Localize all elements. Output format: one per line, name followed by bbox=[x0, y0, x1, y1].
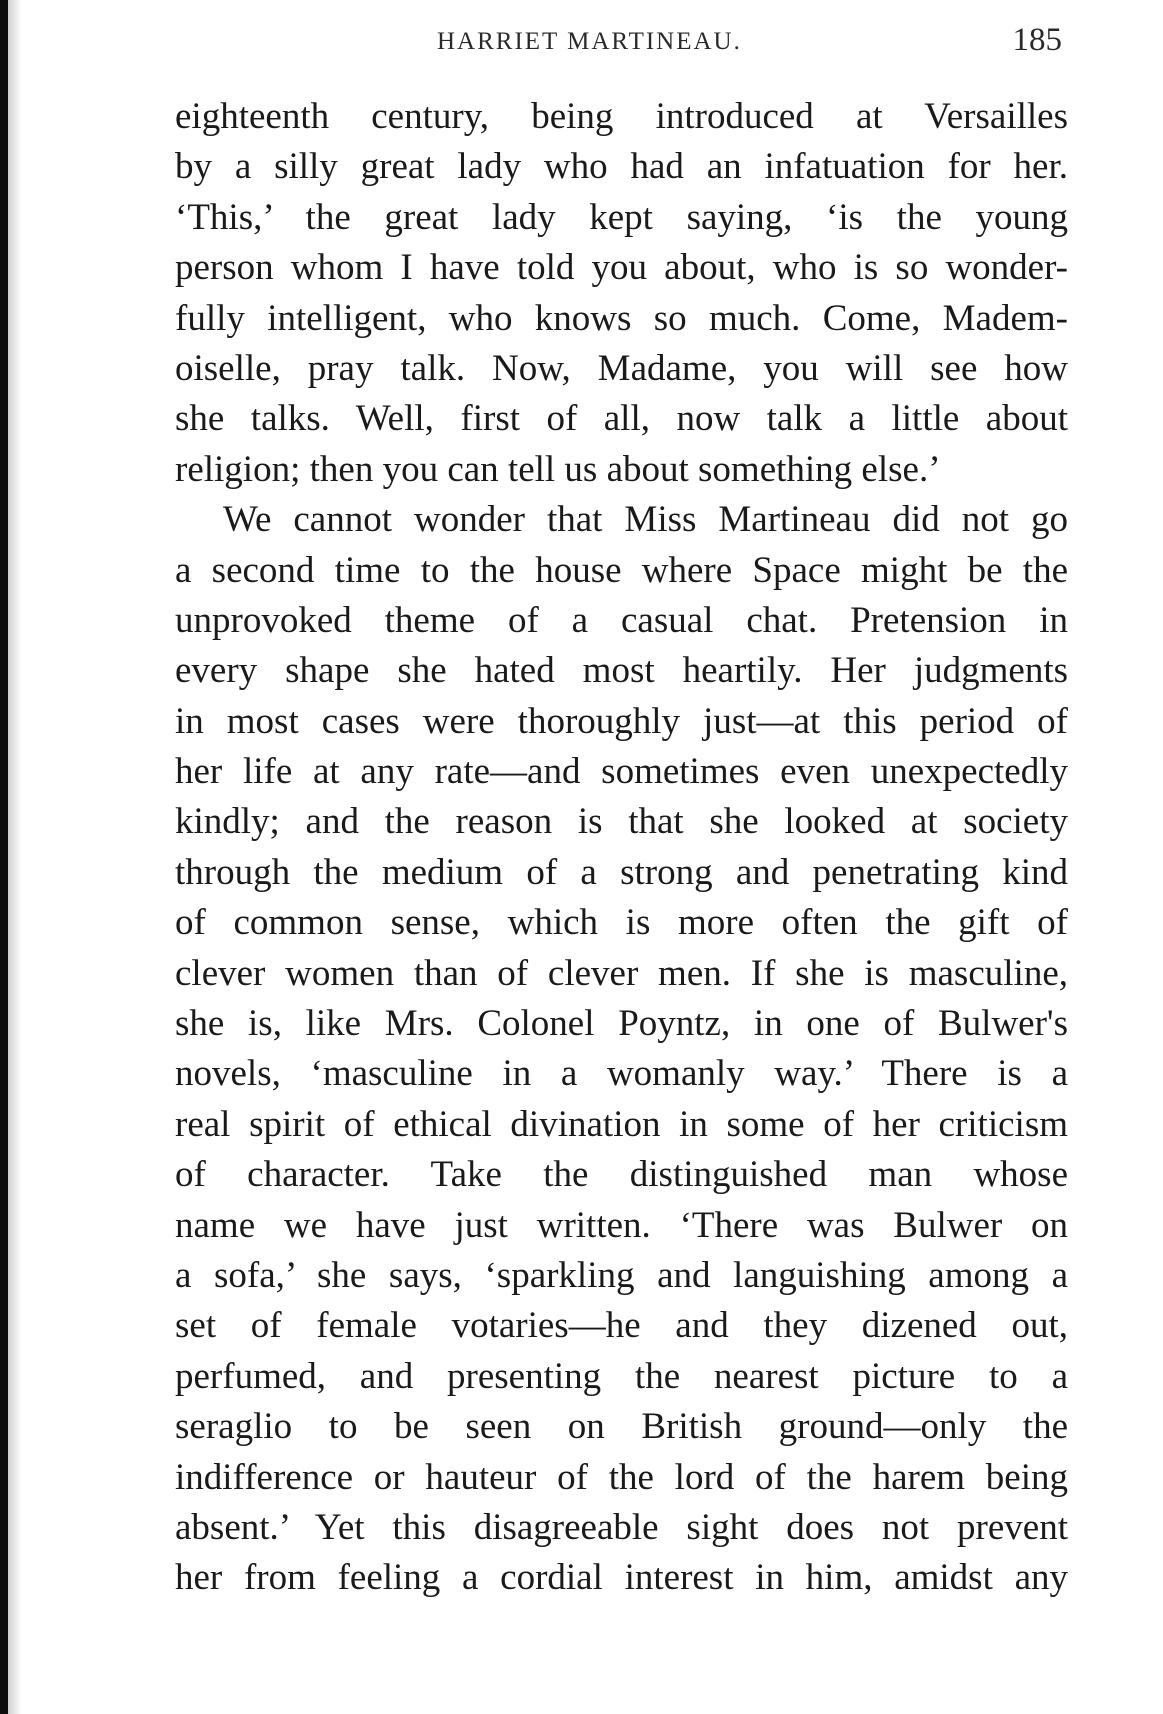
paragraph bbox=[175, 92, 1068, 495]
spine-shadow bbox=[8, 0, 22, 1714]
text-line: a second time to the house where Space might be the bbox=[175, 549, 1068, 591]
text-line: of character. Take the distinguished man whose bbox=[175, 1154, 1068, 1196]
text-line: her life at any rate—and sometimes even unexpectedly bbox=[175, 751, 1068, 793]
text-line: she is, like Mrs. Colonel Poyntz, in one of Bulwer's bbox=[175, 1003, 1068, 1045]
text-line: her from feeling a cordial interest in him, amidst any bbox=[175, 1557, 1068, 1599]
text-line: perfumed, and presenting the nearest picture to a bbox=[175, 1355, 1068, 1397]
text-line: in most cases were thoroughly just—at this period of bbox=[175, 700, 1068, 742]
text-line: fully intelligent, who knows so much. Come, Madem- bbox=[175, 297, 1068, 339]
text-line: absent.’ Yet this disagreeable sight does not prevent bbox=[175, 1506, 1068, 1548]
text-line: religion; then you can tell us about something else.’ bbox=[175, 448, 941, 490]
text-line: of common sense, which is more often the gift of bbox=[175, 902, 1068, 944]
text-line: kindly; and the reason is that she looked at society bbox=[175, 801, 1068, 843]
text-line: person whom I have told you about, who is so wonder- bbox=[175, 247, 1068, 289]
book-spine-edge bbox=[0, 0, 8, 1714]
text-line: unprovoked theme of a casual chat. Pretension in bbox=[175, 599, 1068, 641]
body-text bbox=[175, 92, 1068, 1604]
text-line: set of female votaries—he and they dizened out, bbox=[175, 1305, 1068, 1347]
running-title: HARRIET MARTINEAU. bbox=[437, 28, 742, 55]
page-header bbox=[175, 20, 1068, 64]
text-line: novels, ‘masculine in a womanly way.’ There is a bbox=[175, 1053, 1068, 1095]
text-line: seraglio to be seen on British ground—only the bbox=[175, 1406, 1068, 1448]
text-line: every shape she hated most heartily. Her judgments bbox=[175, 650, 1068, 692]
text-line: eighteenth century, being introduced at Versailles bbox=[175, 96, 1068, 137]
text-line: ‘This,’ the great lady kept saying, ‘is the young bbox=[175, 196, 1068, 238]
text-line: oiselle, pray talk. Now, Madame, you will see how bbox=[175, 347, 1068, 389]
paragraph bbox=[175, 495, 1068, 1604]
text-line: a sofa,’ she says, ‘sparkling and languishing among a bbox=[175, 1254, 1068, 1296]
text-line: through the medium of a strong and penetrating kind bbox=[175, 851, 1068, 893]
text-line: real spirit of ethical divination in some of her criticism bbox=[175, 1103, 1068, 1145]
text-line: she talks. Well, first of all, now talk a little about bbox=[175, 398, 1068, 440]
text-line: We cannot wonder that Miss Martineau did not go bbox=[223, 499, 1068, 541]
text-line: indifference or hauteur of the lord of the harem being bbox=[175, 1456, 1068, 1498]
text-line: name we have just written. ‘There was Bulwer on bbox=[175, 1204, 1068, 1246]
text-line: by a silly great lady who had an infatuation for her. bbox=[175, 146, 1068, 188]
page-number: 185 bbox=[1012, 22, 1062, 58]
text-line: clever women than of clever men. If she is masculine, bbox=[175, 952, 1068, 994]
